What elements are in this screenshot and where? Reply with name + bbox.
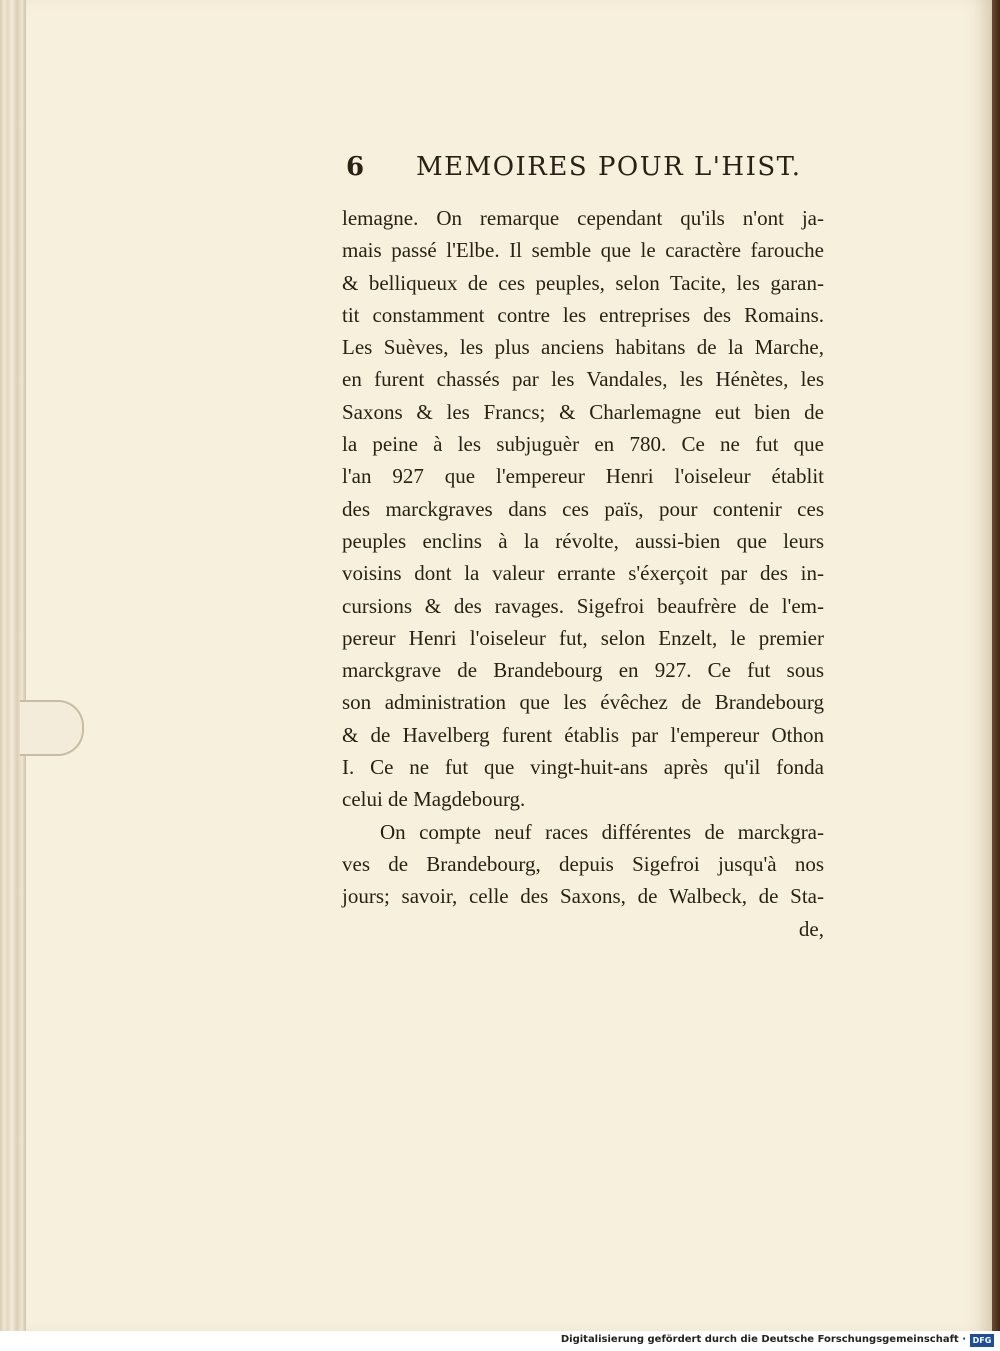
bookmark-tab [20,700,84,756]
text-line: en furent chassés par les Vandales, les Hénètes, les [342,367,824,392]
text-line: la peine à les subjuguèr en 780. Ce ne fut que [342,432,824,457]
dfg-logo: DFG [970,1334,994,1347]
book-page [26,0,992,1331]
text-line: peuples enclins à la révolte, aussi-bien que leurs [342,528,824,553]
page-edges [0,0,26,1331]
book-spine [992,0,1000,1331]
page-number: 6 [346,152,366,182]
footer-band [0,1331,1000,1351]
text-line: marckgrave de Brandebourg en 927. Ce fut sous [342,658,824,683]
text-line: & de Havelberg furent établis par l'empereur Othon [342,722,824,747]
text-line: des marckgraves dans ces païs, pour contenir ces [342,496,824,521]
page-header [320,152,840,192]
text-line: Les Suèves, les plus anciens habitans de la Marche, [342,335,824,360]
text-line: son administration que les évêchez de Brandebourg [342,690,824,715]
catchword: de, [798,916,824,941]
text-line: voisins dont la valeur errante s'éxerçoit par des in- [342,561,824,586]
text-line: ves de Brandebourg, depuis Sigefroi jusqu'à nos [342,851,824,876]
text-line: On compte neuf races différentes de marckgra- [380,819,824,844]
text-line: I. Ce ne fut que vingt-huit-ans après qu'il fonda [342,755,824,780]
funding-credit: Digitalisierung gefördert durch die Deutsche Forschungsgemeinschaft · [560,1334,966,1345]
text-line: pereur Henri l'oiseleur fut, selon Enzelt, le premier [342,625,824,650]
text-line: l'an 927 que l'empereur Henri l'oiseleur établit [342,464,824,489]
body-text [342,202,824,945]
text-line: tit constamment contre les entreprises des Romains. [342,302,824,327]
running-head: MEMOIRES POUR L'HIST. [416,152,802,182]
text-line: lemagne. On remarque cependant qu'ils n'ont ja- [342,206,824,230]
text-line: & belliqueux de ces peuples, selon Tacite, les garan- [342,270,824,295]
text-line: mais passé l'Elbe. Il semble que le caractère farouche [342,238,824,263]
text-line: cursions & des ravages. Sigefroi beaufrère de l'em- [342,593,824,618]
text-line: Saxons & les Francs; & Charlemagne eut bien de [342,399,824,424]
text-line: jours; savoir, celle des Saxons, de Walbeck, de Sta- [342,884,824,909]
text-line: celui de Magdebourg. [342,787,526,812]
